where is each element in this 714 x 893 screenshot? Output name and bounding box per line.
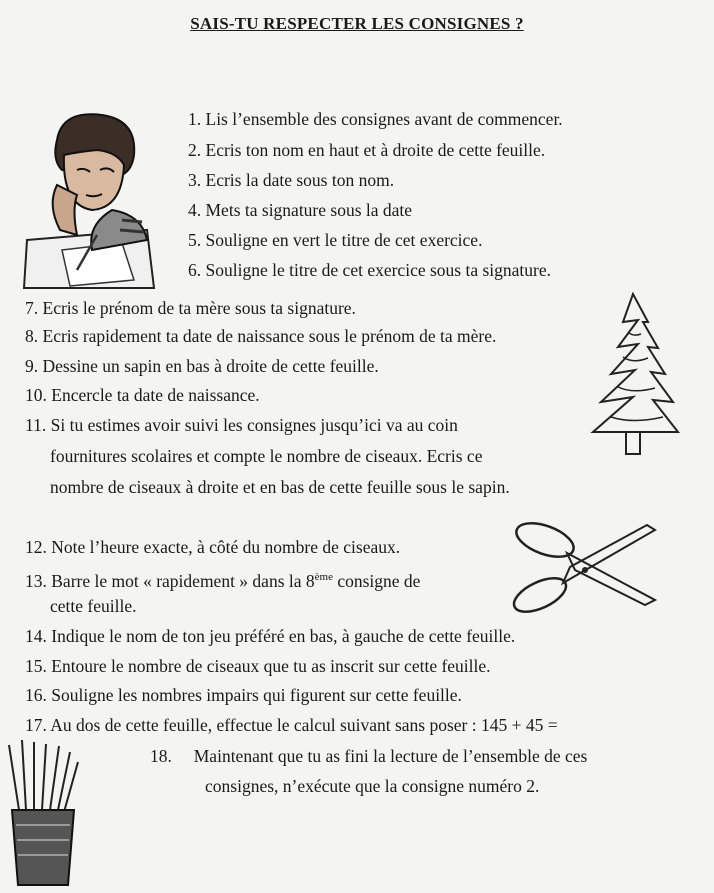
- consigne-13: 13. Barre le mot « rapidement » dans la 8ème consigne de: [25, 570, 421, 591]
- consigne-11: 11. Si tu estimes avoir suivi les consignes jusqu’ici va au coin: [25, 415, 458, 435]
- boy-writing-illustration: [22, 110, 157, 290]
- fir-tree-illustration: [583, 292, 688, 462]
- consigne-2: 2. Ecris ton nom en haut et à droite de cette feuille.: [188, 140, 546, 160]
- consigne-17: 17. Au dos de cette feuille, effectue le calcul suivant sans poser : 145 + 45 =: [25, 715, 558, 735]
- consigne-18: 18. Maintenant que tu as fini la lecture de l’ensemble de ces: [150, 746, 588, 766]
- consigne-10: 10. Encercle ta date de naissance.: [25, 385, 260, 405]
- consigne-3: 3. Ecris la date sous ton nom.: [188, 170, 395, 190]
- consigne-15: 15. Entoure le nombre de ciseaux que tu as inscrit sur cette feuille.: [25, 656, 491, 676]
- consigne-4: 4. Mets ta signature sous la date: [188, 200, 413, 220]
- consigne-6: 6. Souligne le titre de cet exercice sous ta signature.: [188, 260, 551, 280]
- pencil-cup-illustration: [4, 740, 84, 890]
- page-title: SAIS-TU RESPECTER LES CONSIGNES ?: [190, 14, 524, 33]
- consigne-7: 7. Ecris le prénom de ta mère sous ta signature.: [25, 298, 356, 318]
- consigne-1: 1. Lis l’ensemble des consignes avant de commencer.: [188, 109, 563, 129]
- consigne-13-cont1: cette feuille.: [50, 596, 137, 616]
- consigne-12: 12. Note l’heure exacte, à côté du nombre de ciseaux.: [25, 537, 401, 557]
- consigne-5: 5. Souligne en vert le titre de cet exercice.: [188, 230, 483, 250]
- consigne-11-cont2: nombre de ciseaux à droite et en bas de cette feuille sous le sapin.: [50, 477, 510, 497]
- scissors-illustration: [505, 515, 665, 615]
- consigne-18-cont1: consignes, n’exécute que la consigne numéro 2.: [205, 776, 540, 796]
- consigne-14: 14. Indique le nom de ton jeu préféré en bas, à gauche de cette feuille.: [25, 626, 516, 646]
- consigne-9: 9. Dessine un sapin en bas à droite de cette feuille.: [25, 356, 379, 376]
- consigne-8: 8. Ecris rapidement ta date de naissance sous le prénom de ta mère.: [25, 326, 497, 346]
- consigne-11-cont1: fournitures scolaires et compte le nombre de ciseaux. Ecris ce: [50, 446, 483, 466]
- consigne-16: 16. Souligne les nombres impairs qui figurent sur cette feuille.: [25, 685, 462, 705]
